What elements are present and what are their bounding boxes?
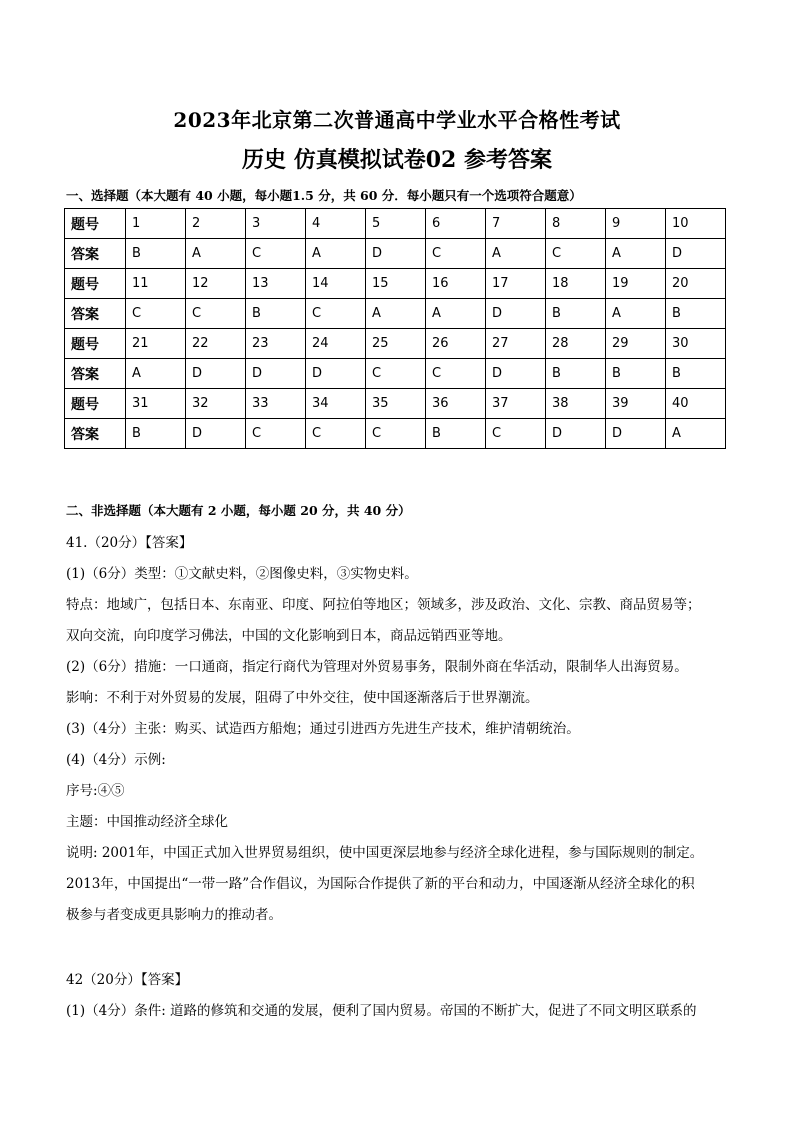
question-number-row — [65, 389, 726, 419]
answer-cell: A — [426, 299, 486, 329]
question-number-cell: 34 — [306, 389, 366, 419]
section1-heading: 一、选择题（本大题有 40 小题，每小题1.5 分，共 60 分．每小题只有一个选项符合题意） — [66, 188, 582, 203]
answer-cell: A — [606, 299, 666, 329]
answer-cell: B — [426, 419, 486, 449]
row-label-ans: 答案 — [65, 299, 126, 329]
answer-cell: A — [126, 359, 186, 389]
answer-cell: C — [546, 239, 606, 269]
answer-cell: B — [546, 299, 606, 329]
answer-line: 特点：地域广，包括日本、东南亚、印度、阿拉伯等地区；领域多，涉及政治、文化、宗教、商品贸易等； — [66, 597, 701, 613]
question-number-cell: 17 — [486, 269, 546, 299]
answer-text — [66, 528, 736, 1027]
answer-cell: A — [186, 239, 246, 269]
answer-row — [65, 419, 726, 449]
question-number-cell: 27 — [486, 329, 546, 359]
question-number-cell: 5 — [366, 209, 426, 239]
answer-cell: A — [366, 299, 426, 329]
answer-table — [64, 208, 726, 449]
question-number-cell: 29 — [606, 329, 666, 359]
answer-cell: C — [246, 419, 306, 449]
section2-heading: 二、非选择题（本大题有 2 小题，每小题 20 分，共 40 分） — [66, 503, 411, 518]
question-number-cell: 28 — [546, 329, 606, 359]
row-label-num: 题号 — [65, 389, 126, 419]
question-number-cell: 13 — [246, 269, 306, 299]
page-subtitle: 历史 仿真模拟试卷02 参考答案 — [242, 147, 552, 173]
question-number-cell: 24 — [306, 329, 366, 359]
question-number-cell: 6 — [426, 209, 486, 239]
answer-cell: A — [666, 419, 726, 449]
answer-cell: D — [546, 419, 606, 449]
question-number-cell: 38 — [546, 389, 606, 419]
question-number-cell: 9 — [606, 209, 666, 239]
answer-cell: C — [126, 299, 186, 329]
answer-line: 主题：中国推动经济全球化 — [66, 814, 228, 830]
answer-line: (2)（6分）措施：一口通商，指定行商代为管理对外贸易事务，限制外商在华活动，限制华人出海贸易。 — [66, 659, 688, 675]
answer-cell: C — [426, 359, 486, 389]
question-number-cell: 23 — [246, 329, 306, 359]
question-number-cell: 10 — [666, 209, 726, 239]
question-number-cell: 8 — [546, 209, 606, 239]
question-number-cell: 35 — [366, 389, 426, 419]
question-number-cell: 31 — [126, 389, 186, 419]
answer-cell: B — [666, 359, 726, 389]
question-number-cell: 1 — [126, 209, 186, 239]
question-number-cell: 7 — [486, 209, 546, 239]
answer-cell: D — [186, 359, 246, 389]
row-label-num: 题号 — [65, 329, 126, 359]
question-number-cell: 25 — [366, 329, 426, 359]
answer-cell: D — [366, 239, 426, 269]
answer-row — [65, 299, 726, 329]
answer-cell: D — [246, 359, 306, 389]
question-number-row — [65, 269, 726, 299]
answer-cell: C — [366, 419, 426, 449]
question-number-cell: 4 — [306, 209, 366, 239]
row-label-ans: 答案 — [65, 239, 126, 269]
answer-cell: D — [486, 359, 546, 389]
answer-row — [65, 239, 726, 269]
answer-cell: C — [426, 239, 486, 269]
answer-cell: C — [306, 299, 366, 329]
answer-cell: B — [126, 419, 186, 449]
question-number-row — [65, 329, 726, 359]
question-number-cell: 3 — [246, 209, 306, 239]
answer-line: (1)（4分）条件: 道路的修筑和交通的发展，便利了国内贸易。帝国的不断扩大，促进了不同文明区联系的 — [66, 1003, 697, 1019]
question-number-cell: 14 — [306, 269, 366, 299]
answer-cell: D — [486, 299, 546, 329]
question-number-cell: 18 — [546, 269, 606, 299]
question-number-cell: 22 — [186, 329, 246, 359]
answer-row — [65, 359, 726, 389]
question-number-cell: 20 — [666, 269, 726, 299]
question-number-cell: 30 — [666, 329, 726, 359]
question-number-cell: 36 — [426, 389, 486, 419]
answer-line: (1)（6分）类型：①文献史料，②图像史料，③实物史料。 — [66, 566, 418, 582]
question-number-cell: 2 — [186, 209, 246, 239]
answer-line: 说明: 2001年，中国正式加入世界贸易组织，使中国更深层地参与经济全球化进程，参与国际规则的制定。 — [66, 845, 704, 861]
answer-cell: C — [366, 359, 426, 389]
answer-line: 序号:④⑤ — [66, 783, 125, 799]
answer-cell: C — [246, 239, 306, 269]
answer-cell: C — [186, 299, 246, 329]
question-number-row — [65, 209, 726, 239]
question-number-cell: 11 — [126, 269, 186, 299]
answer-cell: B — [126, 239, 186, 269]
question-number-cell: 33 — [246, 389, 306, 419]
answer-cell: B — [666, 299, 726, 329]
question-number-cell: 39 — [606, 389, 666, 419]
answer-line: 2013年，中国提出“一带一路”合作倡议，为国际合作提供了新的平台和动力，中国逐渐从经济全球化的积 — [66, 876, 695, 892]
answer-line: 42（20分）【答案】 — [66, 972, 189, 988]
answer-cell: A — [606, 239, 666, 269]
row-label-num: 题号 — [65, 269, 126, 299]
answer-cell: B — [606, 359, 666, 389]
answer-line: 41.（20分）【答案】 — [66, 535, 193, 551]
question-number-cell: 12 — [186, 269, 246, 299]
answer-cell: B — [246, 299, 306, 329]
question-number-cell: 21 — [126, 329, 186, 359]
question-number-cell: 26 — [426, 329, 486, 359]
question-number-cell: 19 — [606, 269, 666, 299]
row-label-ans: 答案 — [65, 419, 126, 449]
question-number-cell: 37 — [486, 389, 546, 419]
answer-cell: D — [306, 359, 366, 389]
answer-line: 极参与者变成更具影响力的推动者。 — [66, 907, 282, 923]
question-number-cell: 32 — [186, 389, 246, 419]
answer-line: (3)（4分）主张：购买、试造西方船炮；通过引进西方先进生产技术，维护清朝统治。 — [66, 721, 580, 737]
row-label-ans: 答案 — [65, 359, 126, 389]
row-label-num: 题号 — [65, 209, 126, 239]
answer-cell: D — [186, 419, 246, 449]
answer-cell: D — [606, 419, 666, 449]
page-title: 2023年北京第二次普通高中学业水平合格性考试 — [173, 108, 621, 132]
question-number-cell: 16 — [426, 269, 486, 299]
answer-cell: C — [306, 419, 366, 449]
answer-line: 双向交流，向印度学习佛法，中国的文化影响到日本，商品远销西亚等地。 — [66, 628, 512, 644]
answer-line — [66, 931, 736, 965]
answer-line: (4)（4分）示例: — [66, 752, 166, 768]
answer-cell: A — [486, 239, 546, 269]
question-number-cell: 15 — [366, 269, 426, 299]
answer-cell: C — [486, 419, 546, 449]
answer-cell: B — [546, 359, 606, 389]
answer-cell: D — [666, 239, 726, 269]
answer-line: 影响：不利于对外贸易的发展，阻碍了中外交往，使中国逐渐落后于世界潮流。 — [66, 690, 539, 706]
question-number-cell: 40 — [666, 389, 726, 419]
answer-cell: A — [306, 239, 366, 269]
